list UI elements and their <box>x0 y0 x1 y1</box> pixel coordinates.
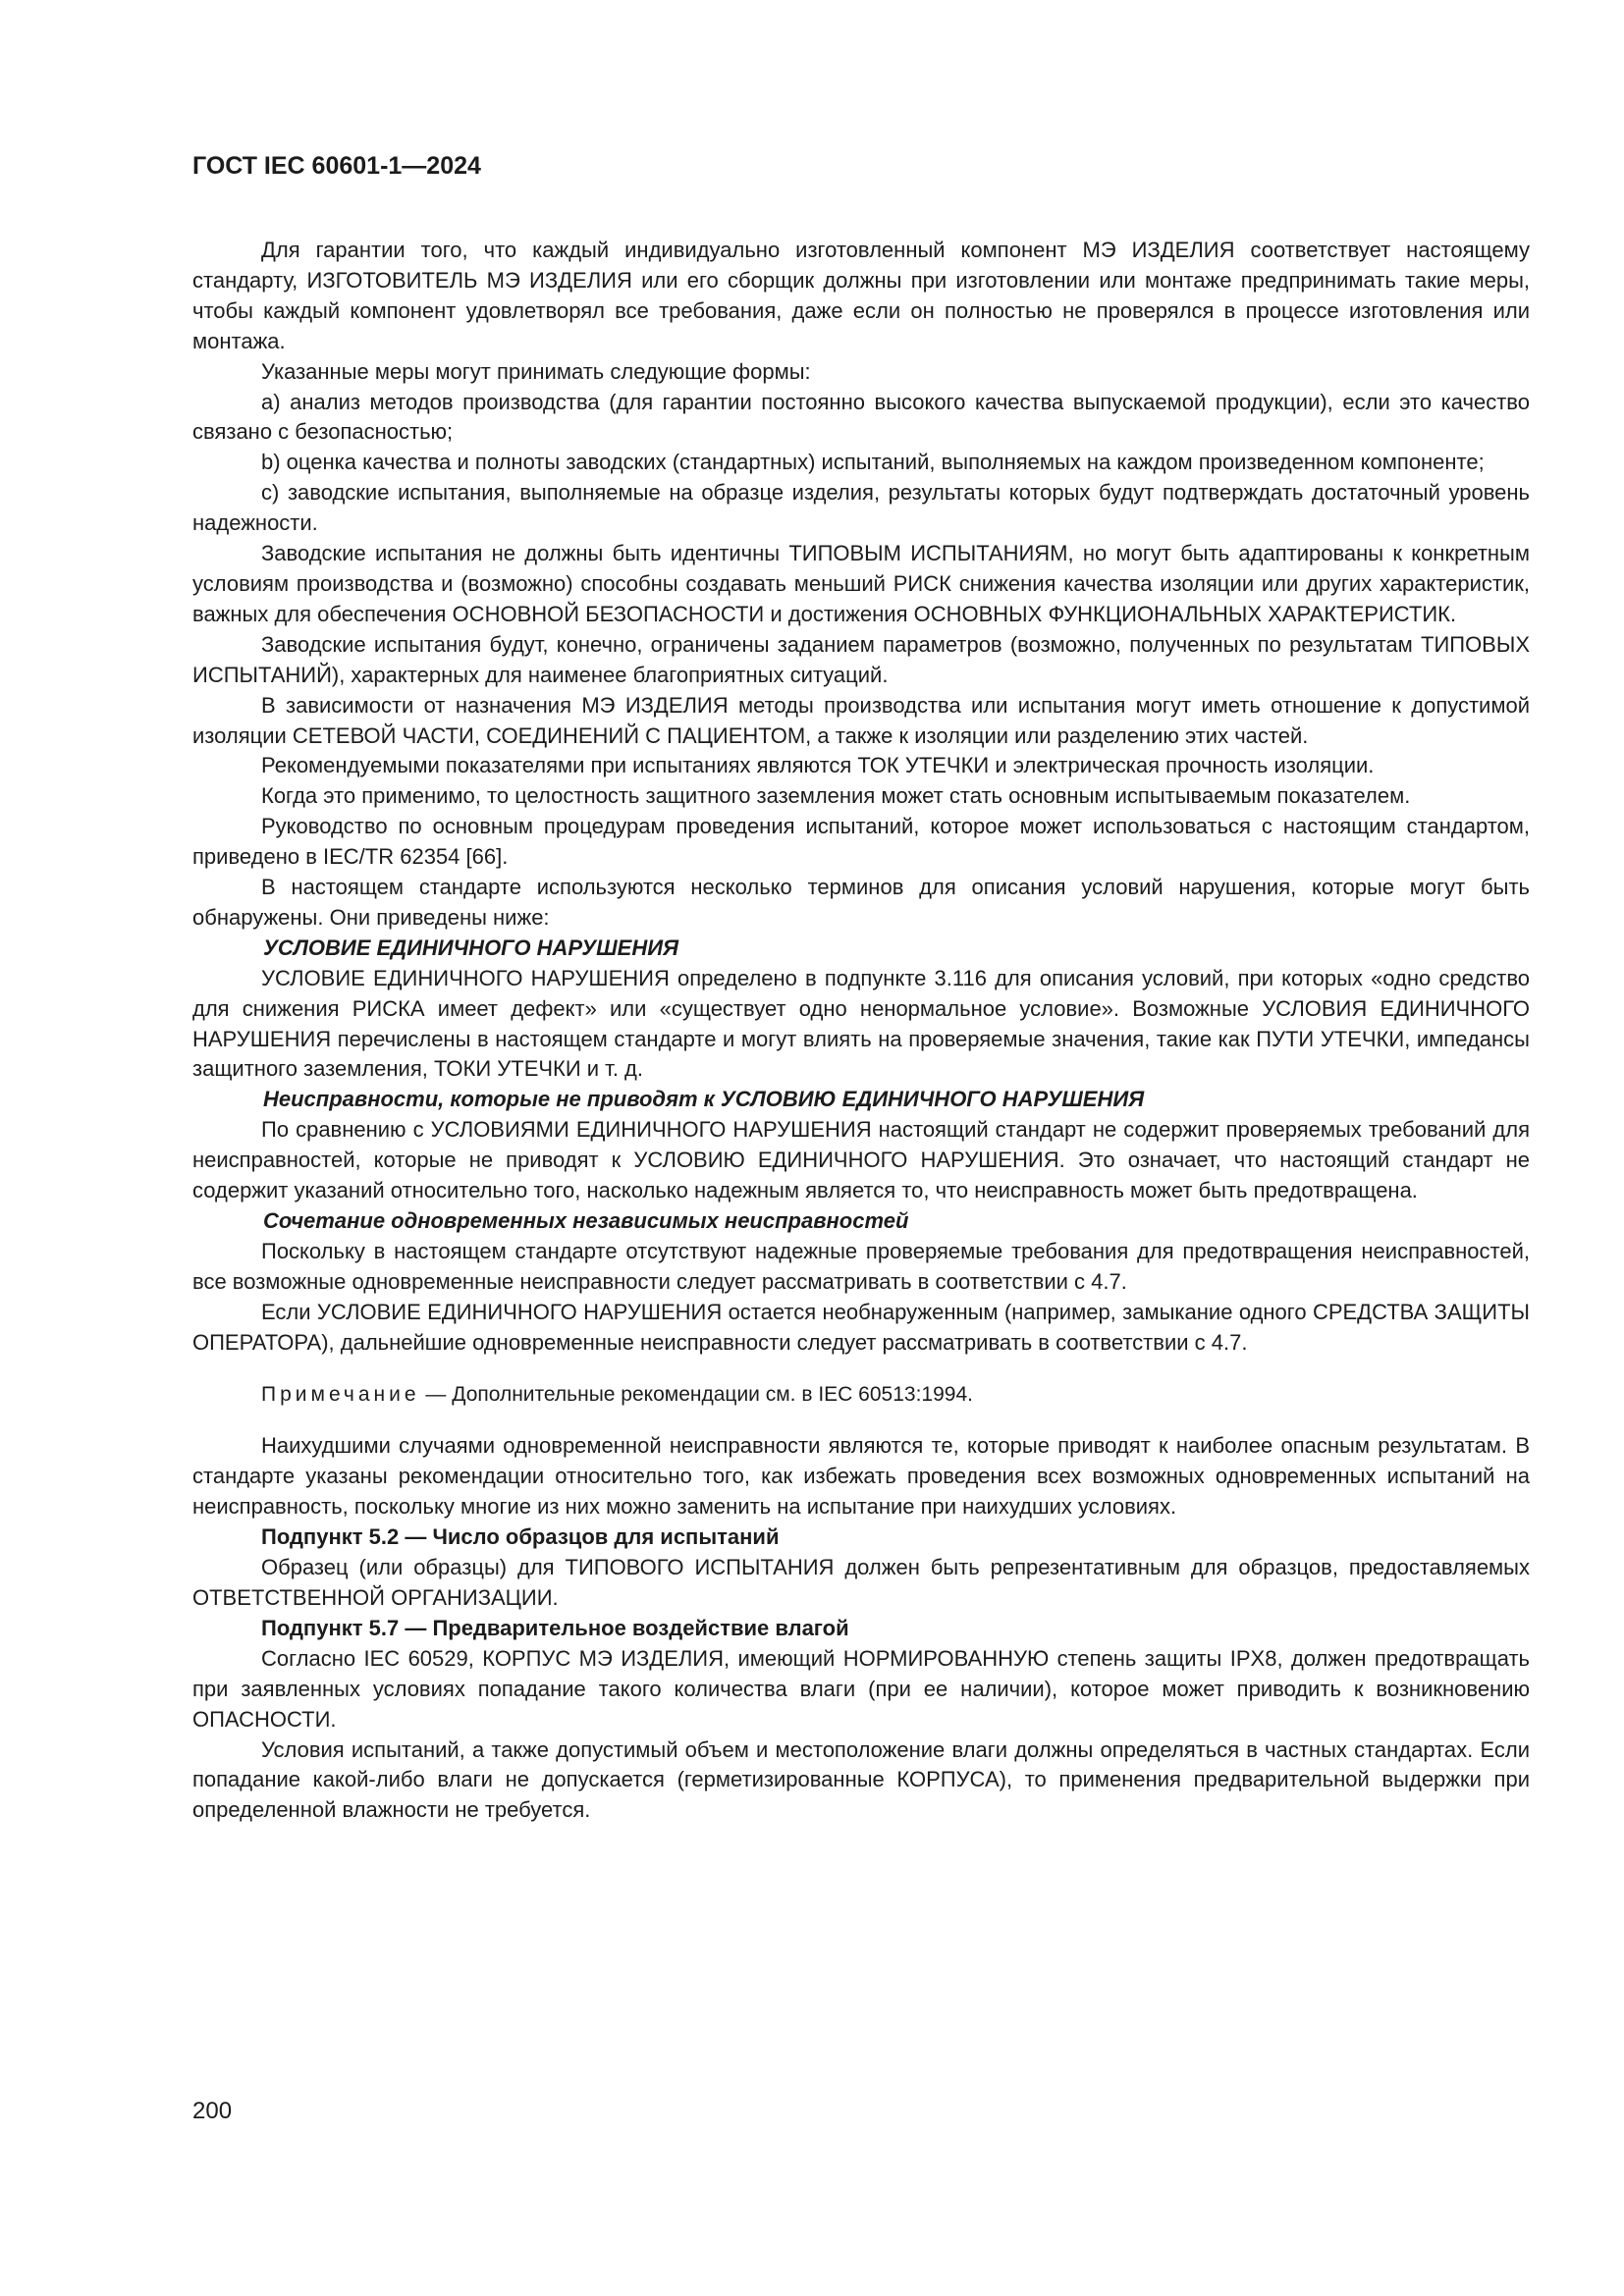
paragraph: Поскольку в настоящем стандарте отсутствуют надежные проверяемые требования для предотвращения неисправностей, все возможные одновременные неисправности следует рассматривать в соответствии с 4.7. <box>192 1238 1530 1294</box>
paragraph: В зависимости от назначения МЭ ИЗДЕЛИЯ методы производства или испытания могут иметь отношение к допустимой изоляции СЕТЕВОЙ ЧАСТИ, СОЕДИНЕНИЙ С ПАЦИЕНТОМ, а также к изоляции или разделению этих частей. <box>192 692 1530 748</box>
paragraph: Руководство по основным процедурам проведения испытаний, которое может использоваться с настоящим стандартом, приведено в IEC/TR 62354 [66]. <box>192 814 1530 870</box>
section-heading-faults-not-single: Неисправности, которые не приводят к УСЛОВИЮ ЕДИНИЧНОГО НАРУШЕНИЯ <box>263 1087 1145 1112</box>
document-body <box>192 236 1530 1826</box>
paragraph: Когда это применимо, то целостность защитного заземления может стать основным испытываемым показателем. <box>261 783 1411 809</box>
document-header: ГОСТ IEC 60601-1—2024 <box>192 152 481 180</box>
paragraph: Образец (или образцы) для ТИПОВОГО ИСПЫТАНИЯ должен быть репрезентативным для образцов, предоставляемых ОТВЕТСТВЕННОЙ ОРГАНИЗАЦИИ. <box>192 1555 1530 1610</box>
paragraph: Если УСЛОВИЕ ЕДИНИЧНОГО НАРУШЕНИЯ остается необнаруженным (например, замыкание одного СРЕДСТВА ЗАЩИТЫ ОПЕРАТОРА), дальнейшие одновременные неисправности следует рассматривать в соответствии с 4.7. <box>192 1299 1530 1355</box>
paragraph: Указанные меры могут принимать следующие формы: <box>261 358 811 384</box>
list-item-b: b) оценка качества и полноты заводских (стандартных) испытаний, выполняемых на каждом произведенном компоненте; <box>261 450 1485 475</box>
list-item-a: a) анализ методов производства (для гарантии постоянно высокого качества выпускаемой продукции), если это качество связано с безопасностью; <box>192 389 1530 445</box>
section-heading-simultaneous-faults: Сочетание одновременных независимых неисправностей <box>263 1208 909 1233</box>
page-number: 200 <box>192 2098 233 2124</box>
paragraph: Условия испытаний, а также допустимый объем и местоположение влаги должны определяться в частных стандартах. Если попадание какой-либо влаги не допускается (герметизированные КОРПУСА), то применения предварительной выдержки при определенной влажности не требуется. <box>192 1736 1530 1823</box>
paragraph: По сравнению с УСЛОВИЯМИ ЕДИНИЧНОГО НАРУШЕНИЯ настоящий стандарт не содержит проверяемых требований для неисправностей, которые не приводят к УСЛОВИЮ ЕДИНИЧНОГО НАРУШЕНИЯ. Это означает, что настоящий стандарт не содержит указаний относительно того, насколько надежным является то, что неисправность может быть предотвращена. <box>192 1117 1530 1203</box>
paragraph: Рекомендуемыми показателями при испытаниях являются ТОК УТЕЧКИ и электрическая прочность изоляции. <box>261 753 1375 778</box>
document-page <box>192 151 1530 1826</box>
paragraph: УСЛОВИЕ ЕДИНИЧНОГО НАРУШЕНИЯ определено в подпункте 3.116 для описания условий, при которых «одно средство для снижения РИСКА имеет дефект» или «существует одно ненормальное условие». Возможные УСЛОВИЯ ЕДИНИЧНОГО НАРУШЕНИЯ перечислены в настоящем стандарте и могут влиять на проверяемые значения, такие как ПУТИ УТЕЧКИ, импедансы защитного заземления, ТОКИ УТЕЧКИ и т. д. <box>192 965 1530 1082</box>
subclause-heading-5-2: Подпункт 5.2 — Число образцов для испытаний <box>261 1524 780 1550</box>
subclause-heading-5-7: Подпункт 5.7 — Предварительное воздействие влагой <box>261 1615 849 1640</box>
paragraph: Заводские испытания будут, конечно, ограничены заданием параметров (возможно, полученных по результатам ТИПОВЫХ ИСПЫТАНИЙ), характерных для наименее благоприятных ситуаций. <box>192 631 1530 687</box>
paragraph: Для гарантии того, что каждый индивидуально изготовленный компонент МЭ ИЗДЕЛИЯ соответствует настоящему стандарту, ИЗГОТОВИТЕЛЬ МЭ ИЗДЕЛИЯ или его сборщик должны при изготовлении или монтаже предпринимать такие меры, чтобы каждый компонент удовлетворял все требования, даже если он полностью не проверялся в процессе изготовления или монтажа. <box>192 238 1530 353</box>
section-heading-single-fault: УСЛОВИЕ ЕДИНИЧНОГО НАРУШЕНИЯ <box>263 934 679 960</box>
paragraph: Заводские испытания не должны быть идентичны ТИПОВЫМ ИСПЫТАНИЯМ, но могут быть адаптированы к конкретным условиям производства и (возможно) способны создавать меньший РИСК снижения качества изоляции или других характеристик, важных для обеспечения ОСНОВНОЙ БЕЗОПАСНОСТИ и достижения ОСНОВНЫХ ФУНКЦИОНАЛЬНЫХ ХАРАКТЕРИСТИК. <box>192 541 1530 626</box>
note-text: — Дополнительные рекомендации см. в IEC 60513:1994. <box>419 1382 973 1406</box>
note <box>192 1380 1530 1411</box>
paragraph: Наихудшими случаями одновременной неисправности являются те, которые приводят к наиболее опасным результатам. В стандарте указаны рекомендации относительно того, как избежать проведения всех возможных одновременных испытаний на неисправность, поскольку многие из них можно заменить на испытание при наихудших условиях. <box>192 1433 1530 1520</box>
paragraph: В настоящем стандарте используются несколько терминов для описания условий нарушения, которые могут быть обнаружены. Они приведены ниже: <box>192 875 1530 930</box>
paragraph: Согласно IEC 60529, КОРПУС МЭ ИЗДЕЛИЯ, имеющий НОРМИРОВАННУЮ степень защиты IPX8, должен предотвращать при заявленных условиях попадание такого количества влаги (при ее наличии), которое может приводить к возникновению ОПАСНОСТИ. <box>192 1645 1530 1732</box>
list-item-c: c) заводские испытания, выполняемые на образце изделия, результаты которых будут подтверждать достаточный уровень надежности. <box>192 480 1530 536</box>
note-label: Примечание <box>261 1382 420 1406</box>
